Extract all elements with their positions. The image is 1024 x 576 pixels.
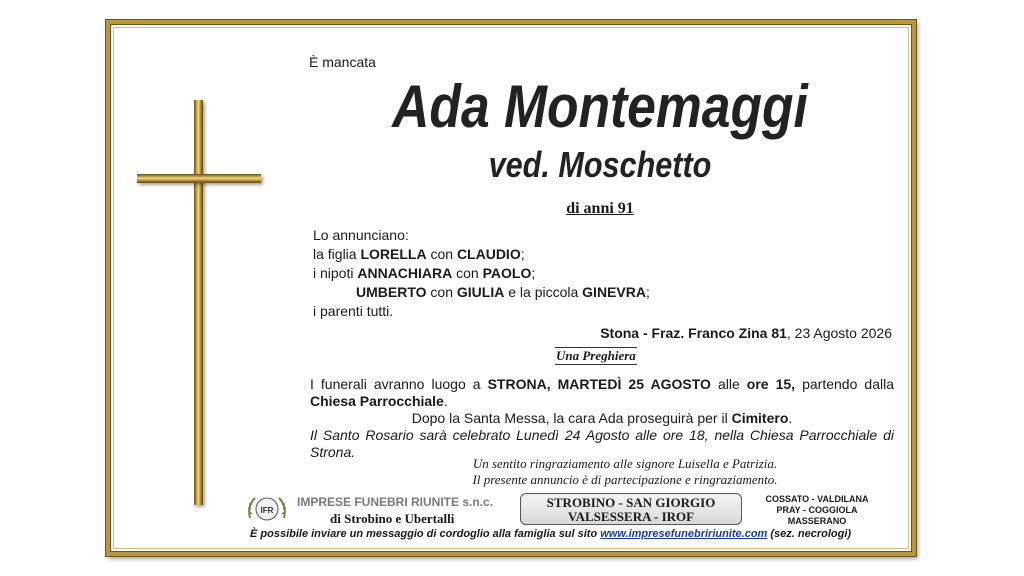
deceased-subname: ved. Moschetto — [488, 144, 712, 185]
age-text: di anni 91 — [566, 200, 634, 217]
thanks-line-1: Un sentito ringraziamento alle signore Luisella e Patrizia. — [472, 456, 778, 471]
location-line-2: PRAY - COGGIOLA — [776, 505, 858, 515]
deceased-name: Ada Montemaggi — [392, 73, 808, 140]
company-subtitle: di Strobino e Ubertalli — [330, 511, 455, 526]
company-locations — [752, 494, 882, 527]
announcer-line-2: i nipoti ANNACHIARA con PAOLO; — [313, 265, 536, 281]
funeral-details — [310, 376, 894, 461]
funeral-paragraph-3: Il Santo Rosario sarà celebrato Lunedì 24 Agosto alle ore 18, nella Chiesa Parrocchiale di Strona. — [310, 427, 894, 460]
announcers-heading: Lo annunciano: — [313, 227, 409, 243]
footer-condolence: È possibile inviare un messaggio di cordoglio alla famiglia sul sito www.imprese​funebririunite.com (sez. necrologi) — [250, 528, 852, 540]
thanks-line-2: Il presente annuncio è di partecipazione e ringraziamento. — [472, 472, 778, 487]
funeral-paragraph-1: I funerali avranno luogo a STRONA, MARTEDÌ 25 AGOSTO alle ore 15, partendo dalla Chiesa Parrocchiale. — [310, 376, 894, 409]
location-line-1: COSSATO - VALDILANA — [765, 494, 869, 504]
location-line-3: MASSERANO — [787, 516, 847, 526]
announcer-line-4: i parenti tutti. — [313, 303, 394, 319]
ifr-logo — [246, 494, 288, 524]
place-date: Stona - Fraz. Franco Zina 81, 23 Agosto 2026 — [600, 325, 892, 341]
prayer-label: Una Preghiera — [556, 348, 636, 363]
cross-icon-arm — [137, 174, 261, 183]
funeral-paragraph-2: Dopo la Santa Messa, la cara Ada proseguirà per il Cimitero. — [411, 410, 793, 426]
cross-icon — [194, 100, 203, 505]
badge-line-2: VALSESSERA - IROF — [567, 509, 695, 524]
company-name: IMPRESE FUNEBRI RIUNITE s.n.c. — [297, 495, 494, 509]
announcer-line-3: UMBERTO con GIULIA e la piccola GINEVRA; — [356, 284, 650, 300]
ifr-logo-letters: IFR — [260, 506, 274, 515]
intro-text: È mancata — [309, 54, 376, 70]
announcer-line-1: la figlia LORELLA con CLAUDIO; — [313, 246, 525, 262]
badge-line-1: STROBINO - SAN GIORGIO — [546, 495, 716, 510]
company-branches-badge — [520, 493, 742, 525]
thanks-text — [330, 456, 920, 488]
website-link[interactable]: www.imprese​funebririunite.com — [600, 528, 768, 540]
